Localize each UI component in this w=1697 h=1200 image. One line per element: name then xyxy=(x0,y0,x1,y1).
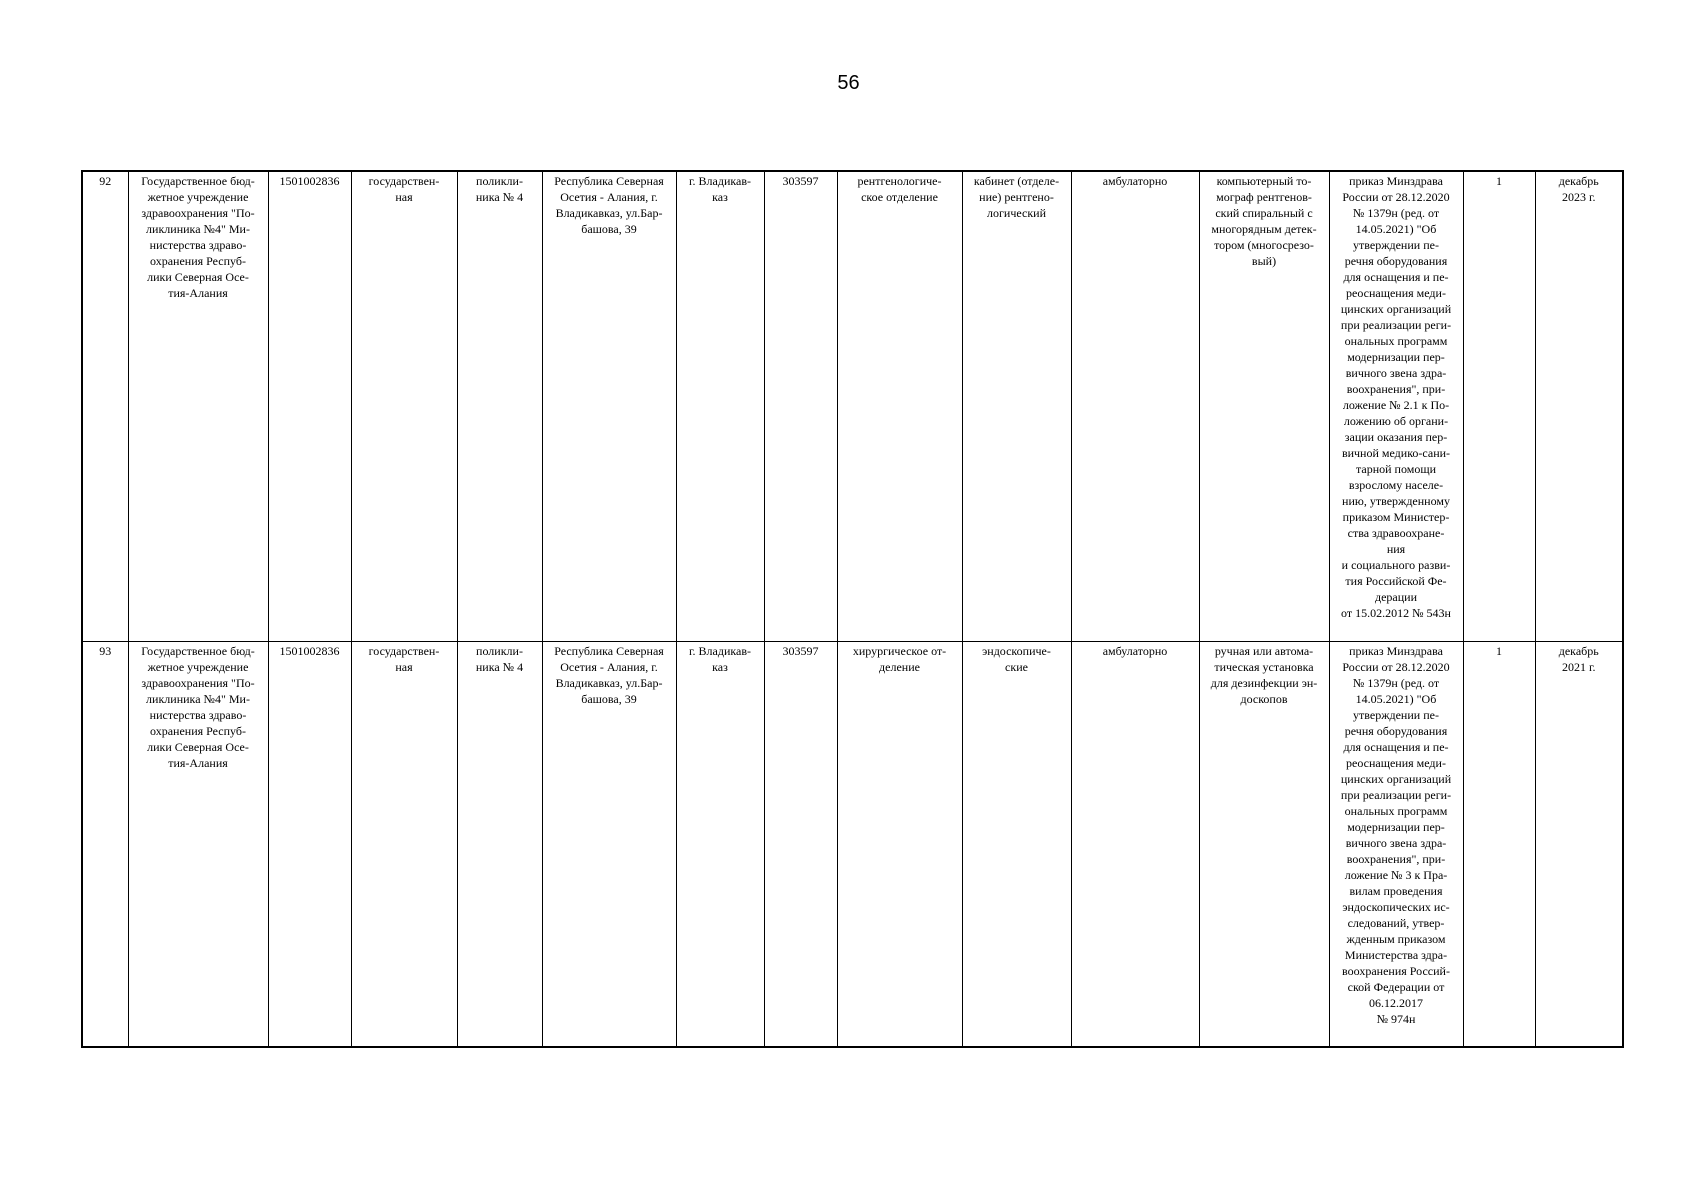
cell-date: декабрь 2023 г. xyxy=(1535,171,1623,641)
cell-room: эндоскопиче- ские xyxy=(962,641,1071,1047)
cell-date: декабрь 2021 г. xyxy=(1535,641,1623,1047)
cell-quantity: 1 xyxy=(1463,171,1535,641)
cell-quantity: 1 xyxy=(1463,641,1535,1047)
table-row xyxy=(82,171,1623,641)
cell-care-form: амбулаторно xyxy=(1071,641,1199,1047)
cell-inn: 1501002836 xyxy=(268,641,351,1047)
cell-equipment: ручная или автома- тическая установка для дезинфекции эн- доскопов xyxy=(1199,641,1329,1047)
cell-city: г. Владикав- каз xyxy=(676,641,764,1047)
cell-address: Республика Северная Осетия - Алания, г. Владикавказ, ул.Бар- башова, 39 xyxy=(542,641,676,1047)
cell-code: 303597 xyxy=(764,641,837,1047)
cell-city: г. Владикав- каз xyxy=(676,171,764,641)
page-number: 56 xyxy=(837,72,860,94)
cell-organization-name: Государственное бюд- жетное учреждение здравоохранения "По- ликлиника №4" Ми- нистерства здраво- охранения Респуб- лики Северная Осе- тия-Алания xyxy=(128,171,268,641)
cell-legal-basis: приказ Минздрава России от 28.12.2020 № 1379н (ред. от 14.05.2021) "Об утверждении пе- речня оборудования для оснащения и пе- реоснащения меди- цинских организаций при реализации реги- ональных программ модернизации пер- вичного звена здра- воохранения", при- ложение № 3 к Пра- вилам проведения эндоскопических ис- следований, утвер- жденным приказом Министерства здра- воохранения Россий- ской Федерации от 06.12.2017 № 974н xyxy=(1329,641,1463,1047)
cell-row-number: 92 xyxy=(82,171,128,641)
cell-room: кабинет (отделе- ние) рентгено- логический xyxy=(962,171,1071,641)
cell-department: хирургическое от- деление xyxy=(837,641,962,1047)
cell-equipment: компьютерный то- мограф рентгенов- ский спиральный с многорядным детек- тором (многосрезо- вый) xyxy=(1199,171,1329,641)
cell-address: Республика Северная Осетия - Алания, г. Владикавказ, ул.Бар- башова, 39 xyxy=(542,171,676,641)
cell-care-form: амбулаторно xyxy=(1071,171,1199,641)
cell-facility: поликли- ника № 4 xyxy=(457,171,542,641)
cell-department: рентгенологиче- ское отделение xyxy=(837,171,962,641)
cell-ownership-form: государствен- ная xyxy=(351,171,457,641)
table-row xyxy=(82,641,1623,1047)
equipment-registry-table xyxy=(81,170,1624,1048)
cell-row-number: 93 xyxy=(82,641,128,1047)
cell-legal-basis: приказ Минздрава России от 28.12.2020 № 1379н (ред. от 14.05.2021) "Об утверждении пе- речня оборудования для оснащения и пе- реоснащения меди- цинских организаций при реализации реги- ональных программ модернизации пер- вичного звена здра- воохранения", при- ложение № 2.1 к По- ложению об органи- зации оказания пер- вичной медико-сани- тарной помощи взрослому населе- нию, утвержденному приказом Министер- ства здравоохране- ния и социального разви- тия Российской Фе- дерации от 15.02.2012 № 543н xyxy=(1329,171,1463,641)
cell-code: 303597 xyxy=(764,171,837,641)
cell-facility: поликли- ника № 4 xyxy=(457,641,542,1047)
cell-organization-name: Государственное бюд- жетное учреждение здравоохранения "По- ликлиника №4" Ми- нистерства здраво- охранения Респуб- лики Северная Осе- тия-Алания xyxy=(128,641,268,1047)
cell-inn: 1501002836 xyxy=(268,171,351,641)
cell-ownership-form: государствен- ная xyxy=(351,641,457,1047)
